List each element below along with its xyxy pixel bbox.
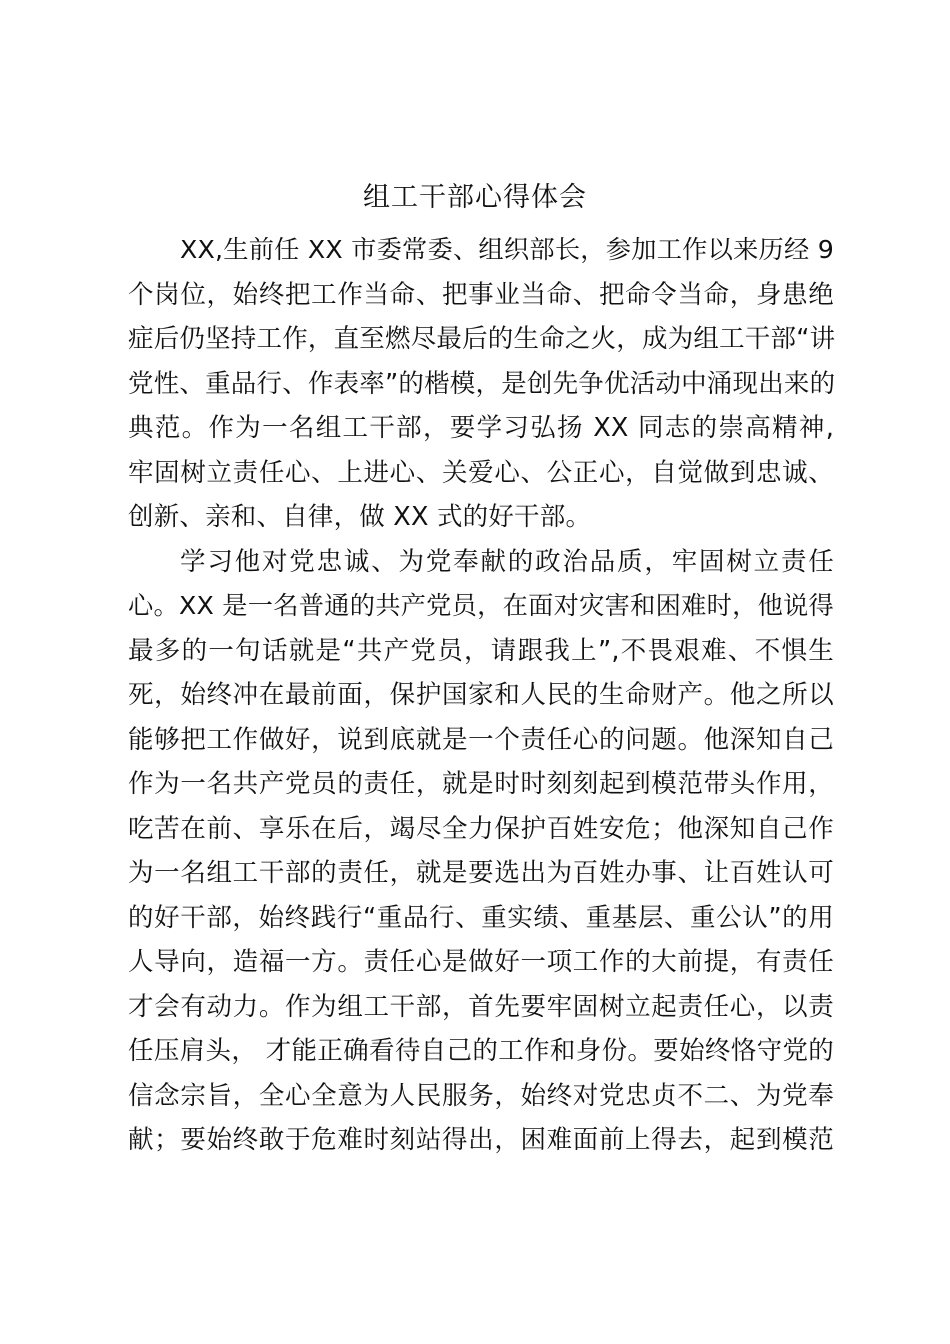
text-line: 最多的一句话就是“共产党员，请跟我上”,不畏艰难、不惧生 (128, 635, 834, 666)
paragraph-1 (128, 228, 834, 540)
text-line: 人导向，造福一方。责任心是做好一项工作的大前提，有责任 (128, 947, 834, 977)
text-line: 作为一名共产党员的责任，就是时时刻刻起到模范带头作用， (128, 769, 834, 799)
text-line: 个岗位，始终把工作当命、把事业当命、把命令当命，身患绝 (128, 279, 834, 310)
text-line: XX,生前任 XX 市委常委、组织部长，参加工作以来历经 9 (180, 235, 834, 264)
text-line: 为一名组工干部的责任，就是要选出为百姓办事、让百姓认可 (128, 858, 834, 888)
text-line: 能够把工作做好，说到底就是一个责任心的问题。他深知自己 (128, 724, 834, 755)
text-line: 任压肩头， 才能正确看待自己的工作和身份。要始终恪守党的 (128, 1036, 834, 1066)
document-title: 组工干部心得体会 (363, 182, 587, 213)
text-line: 吃苦在前、享乐在后，竭尽全力保护百姓安危；他深知自己作 (128, 813, 834, 844)
document-body (128, 228, 834, 1163)
paragraph-2 (128, 540, 834, 1163)
text-line: 献；要始终敢于危难时刻站得出，困难面前上得去，起到模范 (128, 1125, 834, 1155)
text-line: 党性、重品行、作表率”的楷模，是创先争优活动中涌现出来的 (128, 368, 836, 399)
text-line: 学习他对党忠诚、为党奉献的政治品质，牢固树立责任 (180, 546, 834, 577)
text-line: 创新、亲和、自律，做 XX 式的好干部。 (128, 502, 592, 532)
text-line: 典范。作为一名组工干部，要学习弘扬 XX 同志的崇高精神, (128, 413, 834, 443)
text-line: 心。XX 是一名普通的共产党员，在面对灾害和困难时，他说得 (128, 591, 834, 620)
text-line: 死，始终冲在最前面，保护国家和人民的生命财产。他之所以 (128, 680, 834, 710)
text-line: 牢固树立责任心、上进心、关爱心、公正心，自觉做到忠诚、 (128, 457, 834, 488)
text-line: 才会有动力。作为组工干部，首先要牢固树立起责任心，以责 (128, 991, 834, 1022)
text-line: 信念宗旨，全心全意为人民服务，始终对党忠贞不二、为党奉 (128, 1080, 834, 1111)
text-line: 的好干部，始终践行“重品行、重实绩、重基层、重公认”的用 (128, 902, 834, 933)
text-line: 症后仍坚持工作，直至燃尽最后的生命之火，成为组工干部“讲 (128, 324, 836, 354)
